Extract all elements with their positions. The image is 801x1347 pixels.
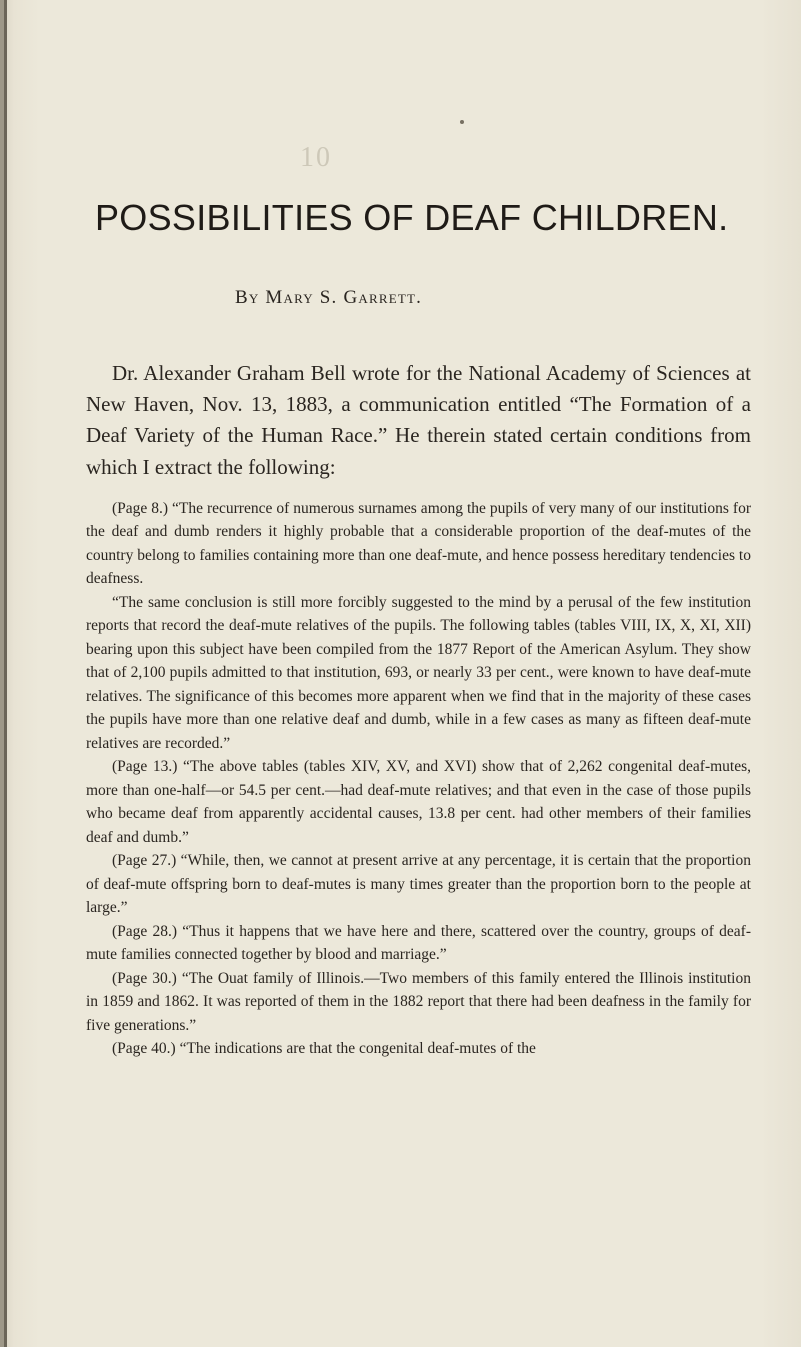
quoted-extracts — [86, 497, 751, 1061]
quote-paragraph: (Page 30.) “The Ouat family of Illinois.—Two members of this family entered the Illinois institution in 1859 and 1862. It was reported of them in the 1882 report that there had been deafness in the family for five generations.” — [86, 969, 751, 1034]
quote-paragraph: (Page 8.) “The recurrence of numerous surnames among the pupils of very many of our institutions for the deaf and dumb renders it highly probable that a considerable proportion of the deaf-mutes of the country belong to families containing more than one deaf-mute, and hence possess hereditary tendencies to deafness. — [86, 499, 751, 588]
quote-paragraph: (Page 13.) “The above tables (tables XIV, XV, and XVI) show that of 2,262 congenital deaf-mutes, more than one-half—or 54.5 per cent.—had deaf-mute relatives; and that even in the case of those pupils who became deaf from apparently accidental causes, 13.8 per cent. had other members of their families deaf and dumb.” — [86, 758, 751, 846]
quote-paragraph: (Page 28.) “Thus it happens that we have here and there, scattered over the country, groups of deaf-mute families connected together by blood and marriage.” — [86, 922, 751, 964]
faded-stamp: 10 — [300, 142, 332, 173]
quote-paragraph: (Page 40.) “The indications are that the congenital deaf-mutes of the — [112, 1040, 536, 1058]
quote-paragraph: “The same conclusion is still more forcibly suggested to the mind by a perusal of the few institution reports that record the deaf-mute relatives of the pupils. The following tables (tables VIII, IX, X, XI, XII) bearing upon this subject have been compiled from the 1877 Report of the American Asylum. They show that of 2,100 pupils admitted to that institution, 693, or nearly 33 per cent., were known to have deaf-mute relatives. The significance of this becomes more apparent when we find that in the majority of these cases the pupils have more than one relative deaf and dumb, while in a few cases as many as fifteen deaf-mute relatives are recorded.” — [86, 593, 751, 752]
quote-paragraph: (Page 27.) “While, then, we cannot at present arrive at any percentage, it is certain that the proportion of deaf-mute offspring born to deaf-mutes is many times greater than the proportion born to the people at large.” — [86, 852, 751, 917]
spine-edge — [4, 0, 7, 1347]
article-body — [86, 358, 751, 1061]
ink-dot — [460, 120, 464, 124]
intro-paragraph: Dr. Alexander Graham Bell wrote for the National Academy of Sciences at New Haven, Nov. 13, 1883, a communication entitled “The Formation of a Deaf Variety of the Human Race.” He therein stated certain conditions from which I extract the following: — [86, 361, 751, 479]
article-title: POSSIBILITIES OF DEAF CHILDREN. — [95, 197, 729, 238]
author-byline: By Mary S. Garrett. — [235, 287, 423, 308]
